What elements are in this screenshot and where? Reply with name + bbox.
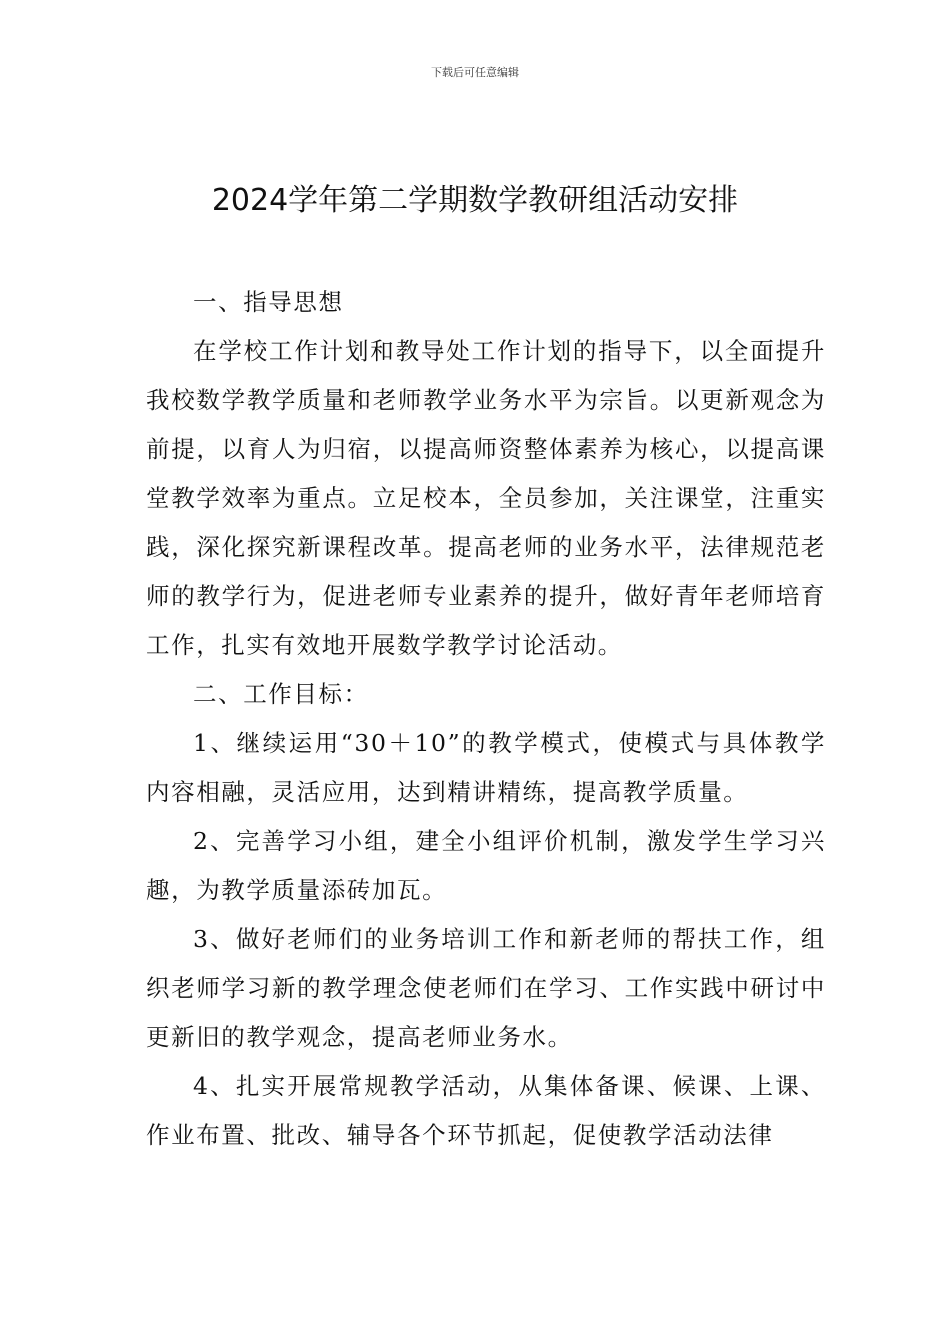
paragraph-goal-1: 1、继续运用“30＋10”的教学模式，使模式与具体教学内容相融，灵活应用，达到精讲精练，提高教学质量。 — [146, 729, 826, 806]
document-title: 2024学年第二学期数学教研组活动安排 — [211, 183, 739, 218]
paragraph-goal-3: 3、做好老师们的业务培训工作和新老师的帮扶工作，组织老师学习新的教学理念使老师们在学习、工作实践中研讨中更新旧的教学观念，提高老师业务水。 — [146, 925, 826, 1051]
paragraph-goal-2: 2、完善学习小组，建全小组评价机制，激发学生学习兴趣，为教学质量添砖加瓦。 — [146, 827, 826, 904]
paragraph-guiding-ideology: 在学校工作计划和教导处工作计划的指导下，以全面提升我校数学教学质量和老师教学业务水平为宗旨。以更新观念为前提，以育人为归宿，以提高师资整体素养为核心，以提高课堂教学效率为重点。立足校本，全员参加，关注课堂，注重实践，深化探究新课程改革。提高老师的业务水平，法律规范老师的教学行为，促进老师专业素养的提升，做好青年老师培育工作，扎实有效地开展数学教学讨论活动。 — [146, 337, 826, 659]
section-heading-work-goals: 二、工作目标： — [193, 680, 369, 708]
page-header-note: 下载后可任意编辑 — [431, 66, 519, 79]
section-heading-guiding-ideology: 一、指导思想 — [193, 288, 344, 316]
document-body — [146, 278, 826, 1160]
paragraph-goal-4: 4、扎实开展常规教学活动，从集体备课、候课、上课、作业布置、批改、辅导各个环节抓起，促使教学活动法律 — [146, 1072, 826, 1149]
